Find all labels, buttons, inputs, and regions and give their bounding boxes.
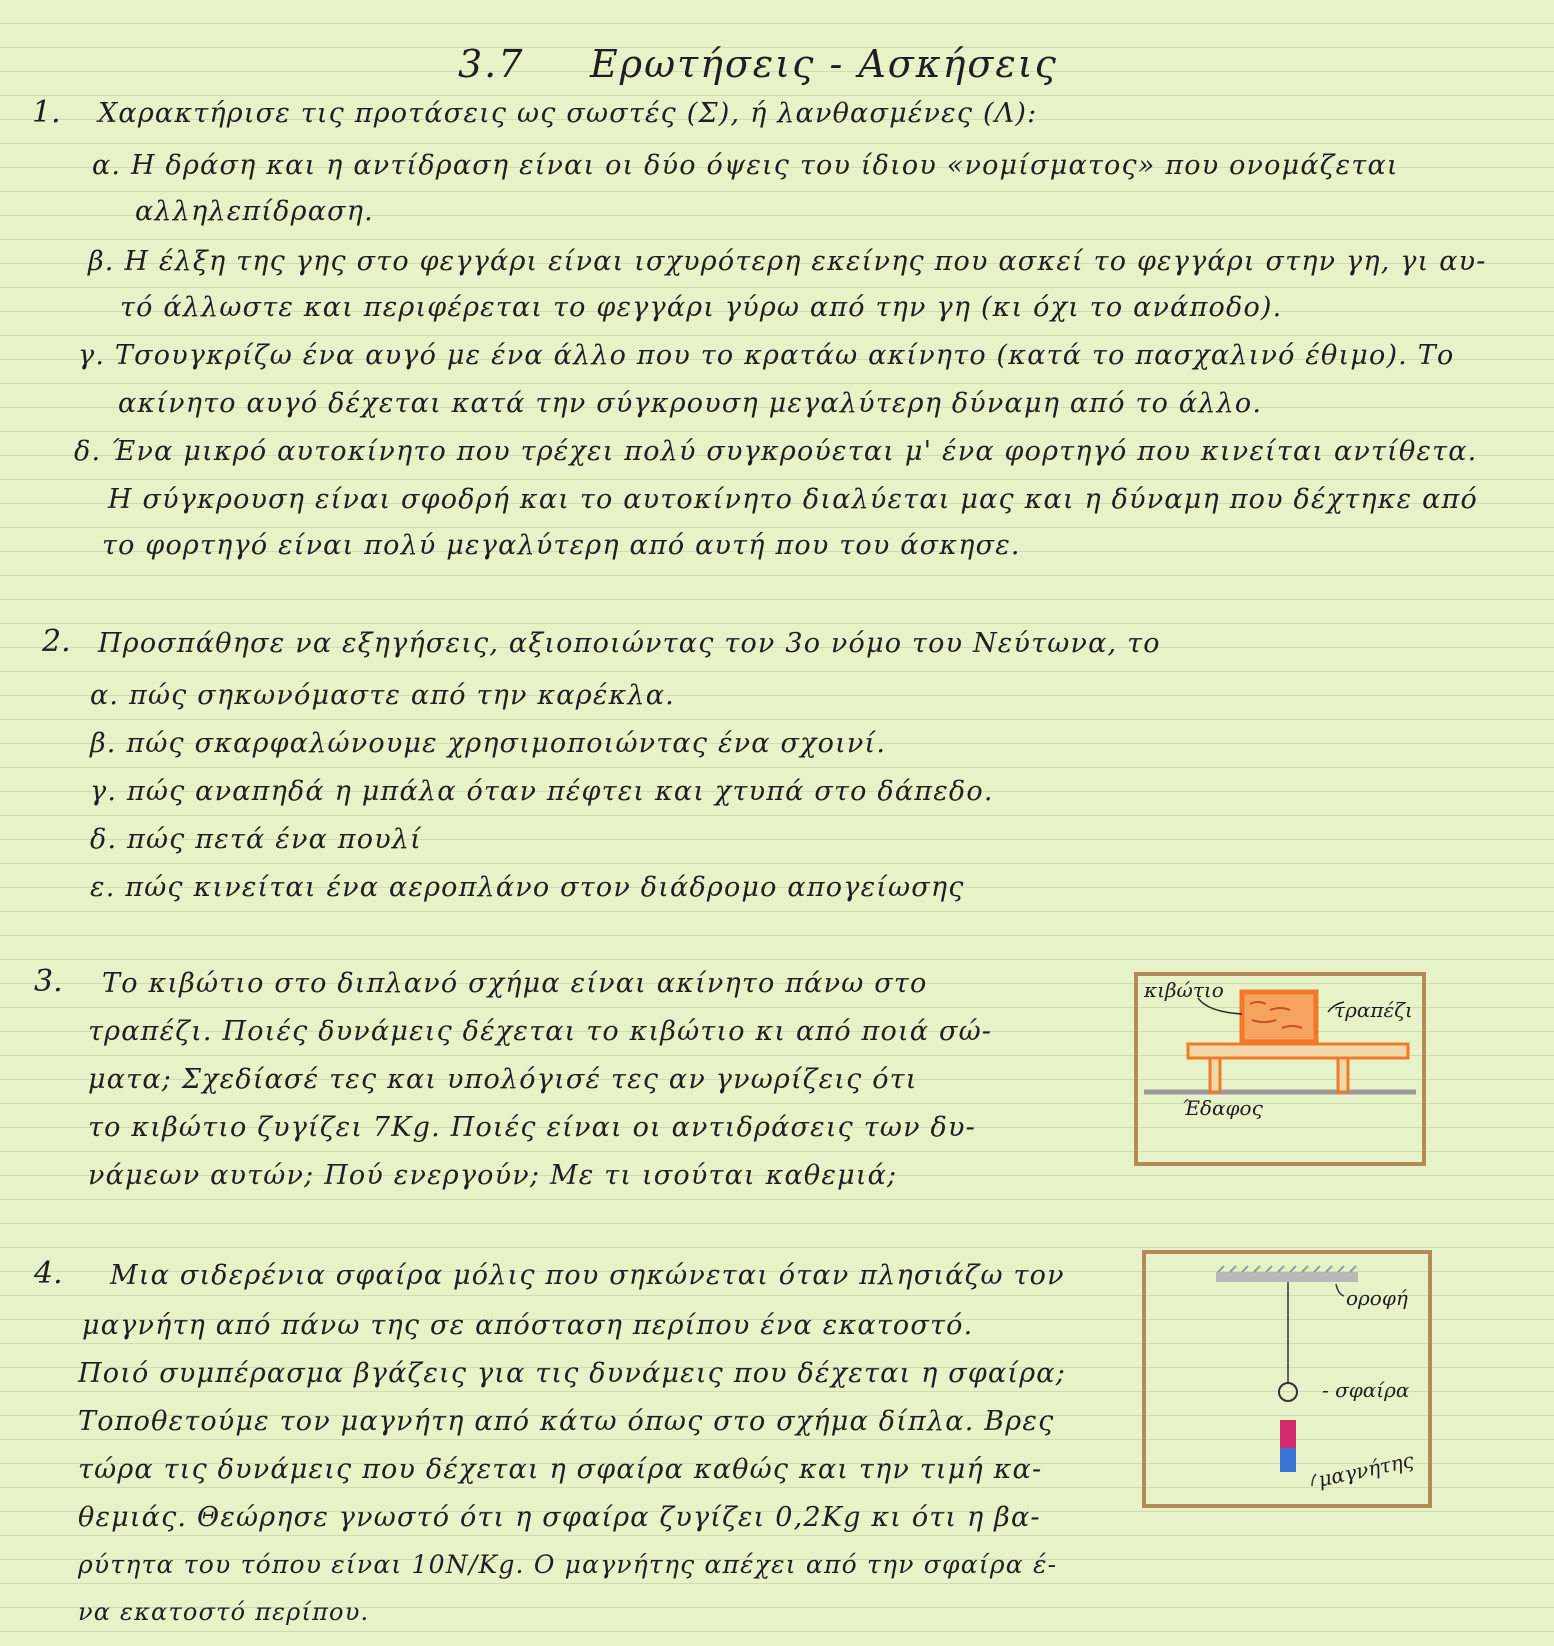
q3-number: 3.: [34, 964, 63, 999]
q3-line2: τραπέζι. Ποιές δυνάμεις δέχεται το κιβώτιο κι από ποιά σώ-: [88, 1016, 993, 1047]
q2-item-e: ε. πώς κινείται ένα αεροπλάνο στον διάδρομο απογείωσης: [90, 872, 965, 903]
table-top: [1188, 1044, 1408, 1058]
q1-d-line2: Η σύγκρουση είναι σφοδρή και το αυτοκίνητο διαλύεται μας και η δύναμη που δέχτηκε από: [108, 484, 1478, 515]
q3-line4: το κιβώτιο ζυγίζει 7Kg. Ποιές είναι οι αντιδράσεις των δυ-: [88, 1112, 976, 1143]
table-leg-left: [1210, 1058, 1220, 1092]
q1-prompt: Χαρακτήρισε τις προτάσεις ως σωστές (Σ), ή λανθασμένες (Λ):: [98, 98, 1038, 129]
q1-b-line1: β. Η έλξη της γης στο φεγγάρι είναι ισχυρότερη εκείνης που ασκεί το φεγγάρι στην γη, γι αυ-: [88, 246, 1487, 277]
q3-line5: νάμεων αυτών; Πού ενεργούν; Με τι ισούται καθεμιά;: [88, 1160, 898, 1191]
q1-number: 1.: [32, 95, 61, 130]
q4-line2: μαγνήτη από πάνω της σε απόσταση περίπου ένα εκατοστό.: [82, 1310, 974, 1341]
q1-c-line2: ακίνητο αυγό δέχεται κατά την σύγκρουση μεγαλύτερη δύναμη από το άλλο.: [118, 388, 1263, 419]
q2-item-d: δ. πώς πετά ένα πουλί: [90, 824, 422, 855]
q2-item-c: γ. πώς αναπηδά η μπάλα όταν πέφτει και χτυπά στο δάπεδο.: [90, 776, 994, 807]
sphere-magnet-figure: [1142, 1250, 1432, 1508]
q3-line3: ματα; Σχεδίασέ τες και υπολόγισέ τες αν γνωρίζεις ότι: [88, 1064, 918, 1095]
q2-number: 2.: [42, 624, 71, 659]
q4-line3: Ποιό συμπέρασμα βγάζεις για τις δυνάμεις που δέχεται η σφαίρα;: [78, 1358, 1066, 1389]
figure3-box-label: κιβώτιο: [1144, 978, 1224, 1002]
ceiling: [1216, 1272, 1358, 1282]
title-number: 3.7: [458, 42, 525, 86]
figure4-ceiling-label: οροφή: [1346, 1286, 1408, 1310]
figure3-floor-label: Έδαφος: [1182, 1096, 1263, 1120]
q2-prompt: Προσπάθησε να εξηγήσεις, αξιοποιώντας τον 3ο νόμο του Νεύτωνα, το: [98, 628, 1161, 659]
q1-d-line3: το φορτηγό είναι πολύ μεγαλύτερη από αυτή που του άσκησε.: [102, 530, 1021, 561]
q4-number: 4.: [34, 1256, 63, 1291]
sphere: [1279, 1383, 1297, 1401]
figure4-sphere-label: - σφαίρα: [1322, 1378, 1410, 1402]
q1-a-line2: αλληλεπίδραση.: [135, 196, 374, 227]
q1-d-line1: δ. Ένα μικρό αυτοκίνητο που τρέχει πολύ συγκρούεται μ' ένα φορτηγό που κινείται αντίθετα.: [74, 436, 1478, 467]
q4-line7: ρύτητα του τόπου είναι 10N/Kg. Ο μαγνήτης απέχει από την σφαίρα έ-: [78, 1550, 1058, 1579]
magnet-north: [1280, 1420, 1296, 1448]
figure3-table-label: τραπέζι: [1334, 998, 1413, 1022]
magnet-south: [1280, 1448, 1296, 1472]
q3-line1: Το κιβώτιο στο διπλανό σχήμα είναι ακίνητο πάνω στο: [102, 968, 928, 999]
table-leg-right: [1338, 1058, 1348, 1092]
q2-item-a: α. πώς σηκωνόμαστε από την καρέκλα.: [90, 680, 675, 711]
q4-line6: θεμιάς. Θεώρησε γνωστό ότι η σφαίρα ζυγίζει 0,2Kg κι ότι η βα-: [78, 1502, 1041, 1533]
q1-a-line1: α. Η δράση και η αντίδραση είναι οι δύο όψεις του ίδιου «νομίσματος» που ονομάζεται: [92, 150, 1399, 181]
q1-b-line2: τό άλλωστε και περιφέρεται το φεγγάρι γύρω από την γη (κι όχι το ανάποδο).: [120, 292, 1283, 323]
box-on-table-figure: [1134, 972, 1426, 1166]
q4-line8: να εκατοστό περίπου.: [78, 1598, 370, 1626]
q4-line1: Μια σιδερένια σφαίρα μόλις που σηκώνεται όταν πλησιάζω τον: [110, 1260, 1065, 1291]
figure4-magnet-label: μαγνήτης: [1316, 1447, 1416, 1492]
q1-c-line1: γ. Τσουγκρίζω ένα αυγό με ένα άλλο που το κρατάω ακίνητο (κατά το πασχαλινό έθιμο). Το: [78, 340, 1455, 371]
page-title: Ερωτήσεις - Ασκήσεις: [590, 42, 1058, 86]
q4-line5: τώρα τις δυνάμεις που δέχεται η σφαίρα καθώς και την τιμή κα-: [78, 1454, 1043, 1485]
q4-line4: Τοποθετούμε τον μαγνήτη από κάτω όπως στο σχήμα δίπλα. Βρες: [78, 1406, 1055, 1437]
q2-item-b: β. πώς σκαρφαλώνουμε χρησιμοποιώντας ένα σχοινί.: [90, 728, 887, 759]
box: [1242, 992, 1316, 1042]
